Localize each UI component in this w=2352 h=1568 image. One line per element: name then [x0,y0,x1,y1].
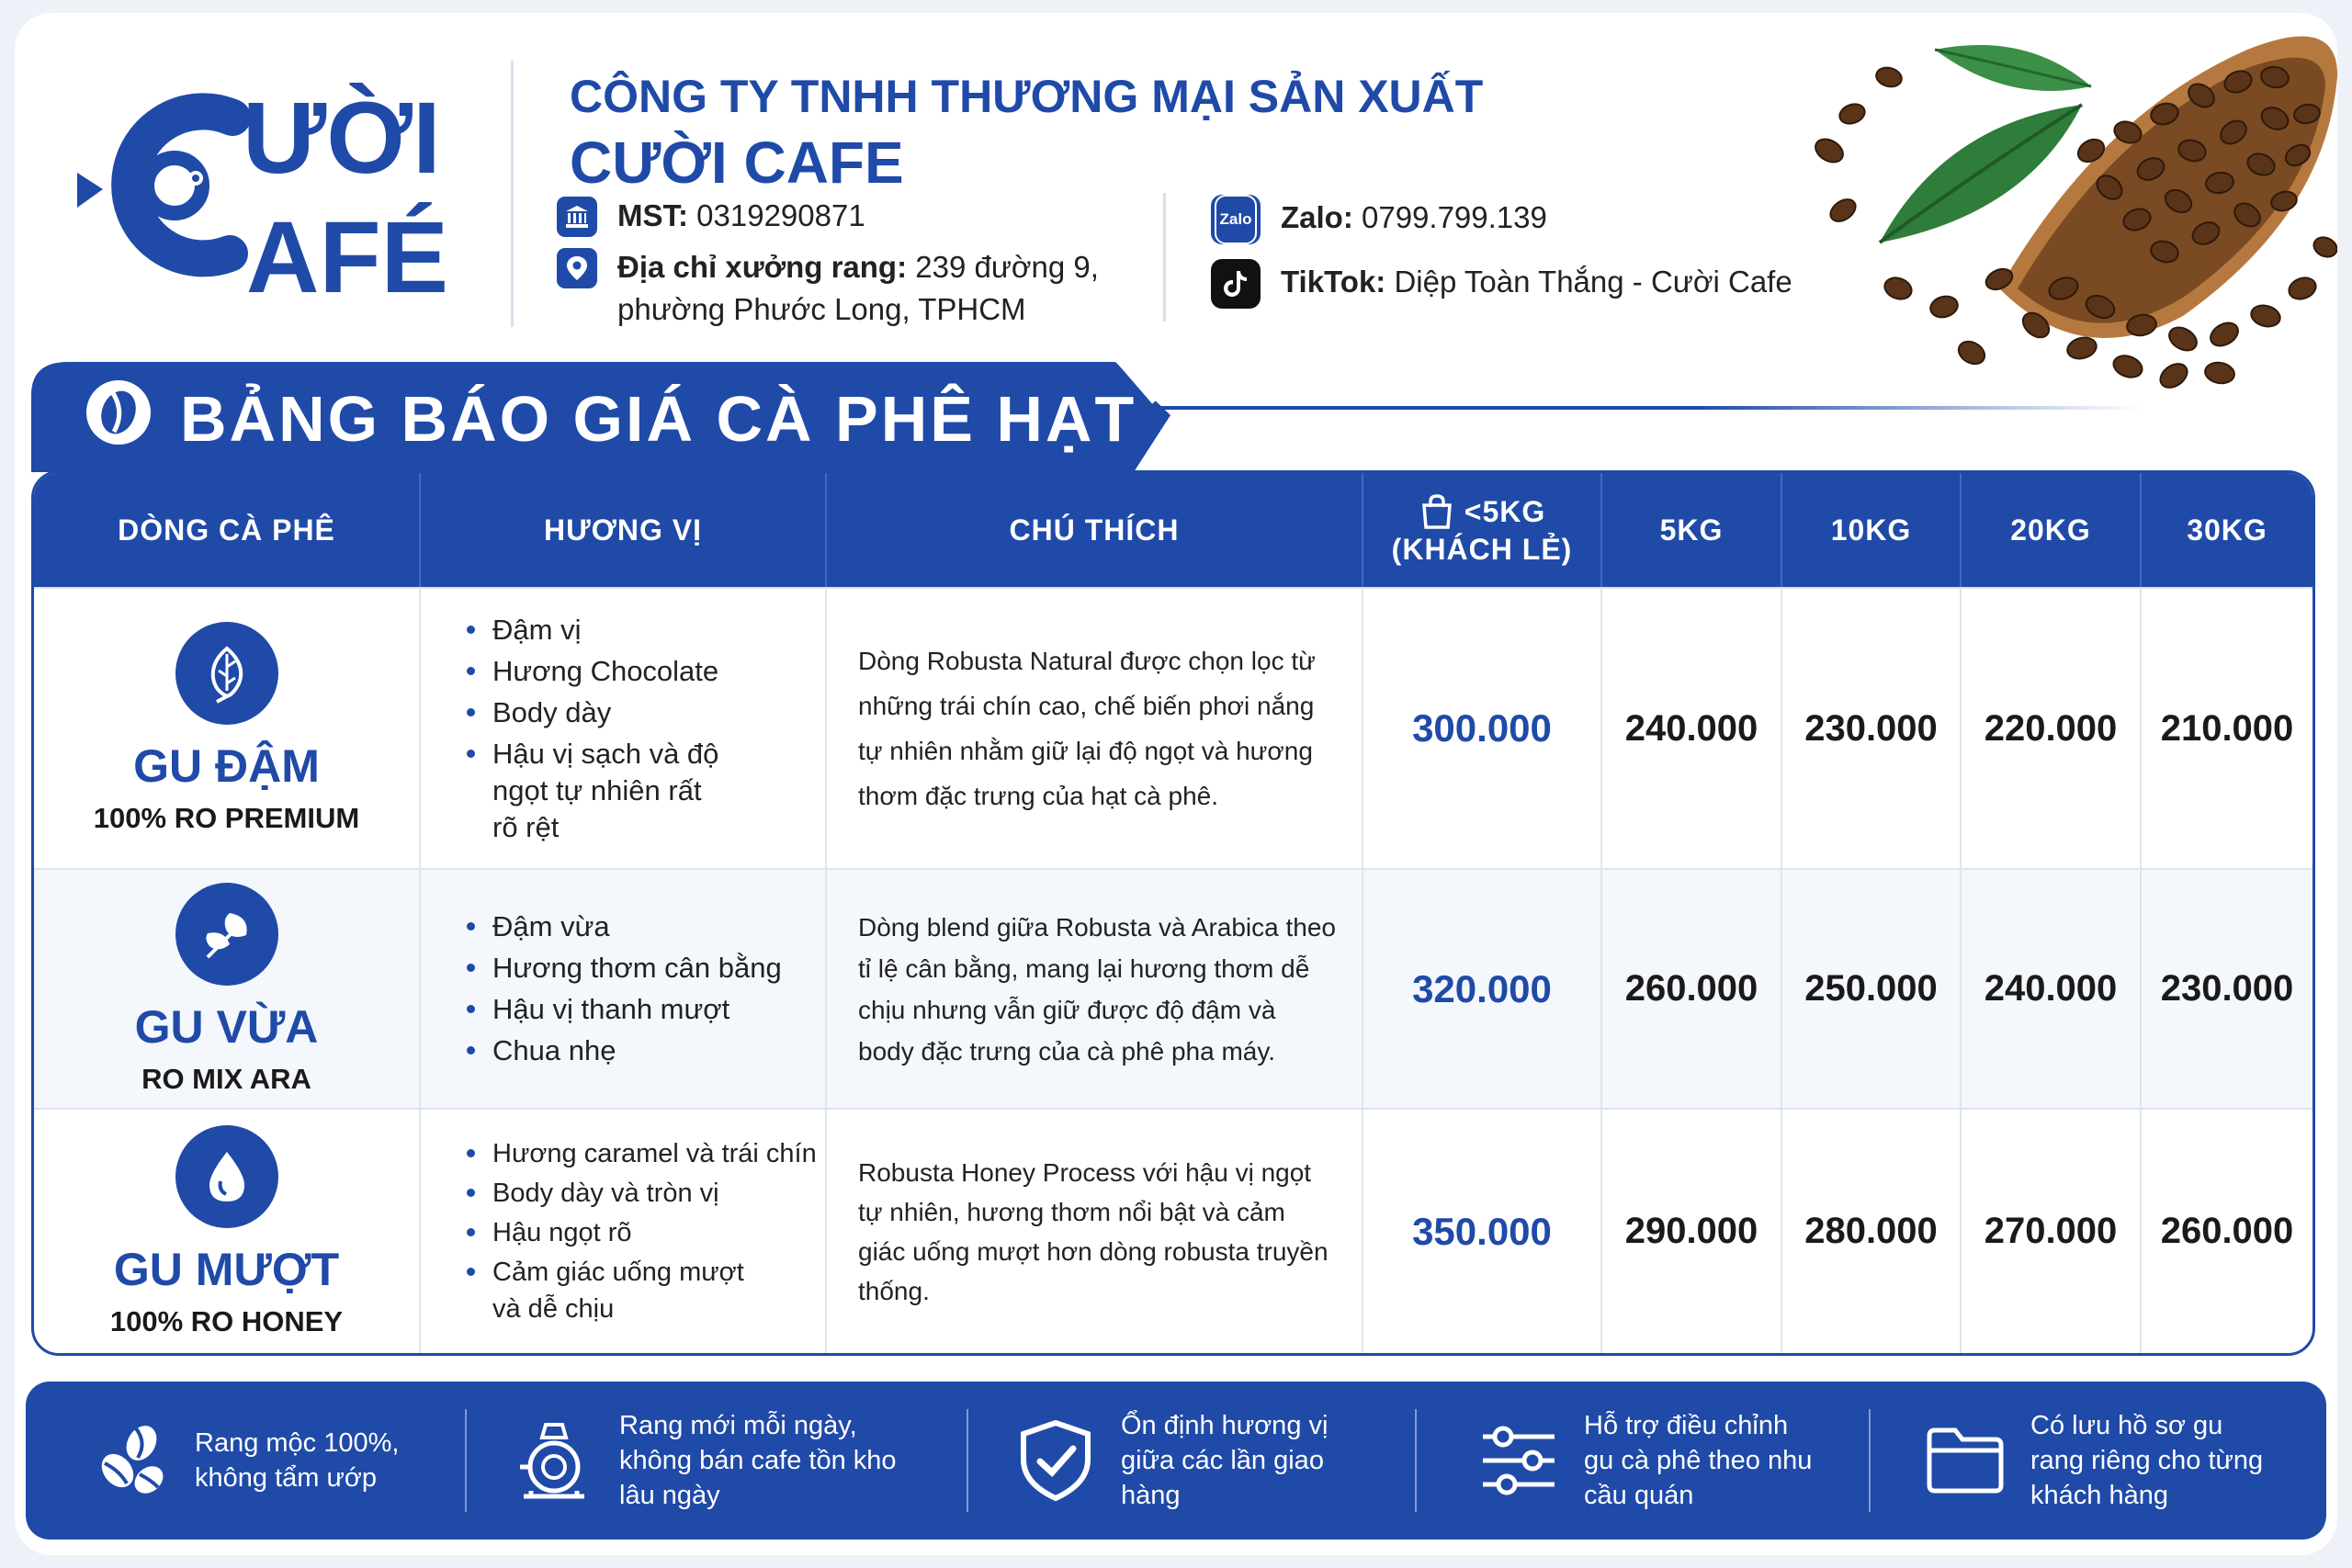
coffee-line-name: GU MƯỢT [113,1243,340,1295]
zalo-icon-text: Zalo [1215,195,1258,244]
cuoi-cafe-logo [72,70,503,309]
features-bar [26,1382,2326,1540]
col-header-retail-line2: (KHÁCH LẺ) [1391,533,1573,566]
price-5kg: 240.000 [1602,589,1782,868]
logo-text-bottom: AFÉ [246,201,448,309]
price-10kg: 250.000 [1782,870,1962,1108]
flavor-item: Cảm giác uống mượt và dễ chịu [467,1254,779,1327]
building-icon [557,197,597,237]
leaf-outline-icon [175,622,278,725]
price-30kg: 260.000 [2160,1211,2294,1251]
coffee-line-cell [34,1110,421,1353]
price-10kg: 280.000 [1782,1110,1962,1353]
col-header-30kg: 30KG [2187,513,2267,547]
title-underline [1150,406,2143,410]
feature-divider [967,1409,968,1512]
coffee-line-name: GU VỪA [134,1000,319,1053]
price-20kg: 270.000 [1962,1110,2142,1353]
address-label: Địa chỉ xưởng rang: [617,250,908,284]
coffee-line-cell [34,870,421,1108]
tiktok-info [1211,257,1792,309]
col-header-10kg: 10KG [1782,473,1962,587]
flavor-item: Đậm vừa [467,908,825,945]
zalo-info [1211,193,1547,244]
note-cell: Robusta Honey Process với hậu vị ngọt tự nhiên, hương thơm nổi bật và cảm giác uống mượt hơn dòng robusta truyền thống. [827,1110,1363,1353]
contact-divider [1163,193,1166,321]
price-table [31,470,2315,1356]
feature-divider [1415,1409,1417,1512]
mst-info [557,195,865,237]
table-row [34,868,2312,1108]
location-pin-icon [557,248,597,288]
coffee-beans-image [1788,13,2337,399]
coffee-line-cell [34,589,421,868]
mst-value: 0319290871 [696,198,865,232]
folder-icon [1915,1427,2016,1495]
coffee-line-sub: RO MIX ARA [141,1062,311,1095]
logo-text-top: ƯỜI [243,82,441,195]
coffee-bean-icon [86,380,151,445]
flavor-cell [421,589,827,868]
price-sheet [15,13,2337,1555]
col-header-flavor: HƯƠNG VỊ [421,473,827,587]
feature-text: Ổn định hương vị giữa các lần giao hàng [1121,1411,1329,1510]
page-title: BẢNG BÁO GIÁ CÀ PHÊ HẠT [180,383,1137,455]
price-5kg: 290.000 [1602,1110,1782,1353]
company-name-line2: CƯỜI CAFE [570,130,904,196]
zalo-value: 0799.799.139 [1362,200,1547,234]
col-header-20kg: 20KG [1962,473,2142,587]
zalo-icon[interactable] [1211,195,1261,244]
col-header-retail [1363,473,1602,587]
flavor-item: Hậu ngọt rõ [467,1214,825,1251]
table-row [34,587,2312,868]
feature-divider [1869,1409,1871,1512]
feature-item [1915,1382,2319,1540]
coffee-line-name: GU ĐẬM [133,740,320,792]
address-line2: phường Phước Long, TPHCM [617,292,1026,326]
col-header-note: CHÚ THÍCH [827,473,1363,587]
flavor-item: Body dày và tròn vị [467,1175,825,1212]
price-20kg: 220.000 [1962,589,2142,868]
table-row [34,1108,2312,1353]
feature-text: Rang mộc 100%, không tẩm ướp [195,1428,400,1493]
coffee-beans-icon [81,1419,182,1502]
price-5kg: 260.000 [1602,870,1782,1108]
flavor-item: Hậu vị thanh mượt [467,991,825,1028]
price-retail: 300.000 [1363,589,1602,868]
flavor-cell [421,870,827,1108]
flavor-item: Hương caramel và trái chín [467,1135,825,1172]
col-header-5kg: 5KG [1602,473,1782,587]
flavor-item: Hương thơm cân bằng [467,950,825,987]
shield-check-icon [1005,1419,1106,1502]
tiktok-icon[interactable] [1211,259,1261,309]
company-name-line1: CÔNG TY TNHH THƯƠNG MẠI SẢN XUẤT [570,71,1484,122]
flavor-item: Hậu vị sạch và độ ngọt tự nhiên rất rõ rệt [467,736,733,846]
tiktok-value: Diệp Toàn Thắng - Cười Cafe [1394,265,1792,299]
price-30kg: 210.000 [2160,707,2294,749]
shopping-bag-icon [1419,492,1455,531]
price-10kg: 230.000 [1782,589,1962,868]
feature-text: Hỗ trợ điều chỉnh gu cà phê theo nhu cầu quán [1584,1411,1813,1510]
table-header [34,473,2312,587]
drop-icon [175,1125,278,1228]
feature-item [1468,1382,1872,1540]
feature-divider [465,1409,467,1512]
feature-item [503,1382,963,1540]
address-line1: 239 đường 9, [915,250,1099,284]
sliders-icon [1468,1424,1569,1497]
feature-item [1005,1382,1409,1540]
price-30kg: 230.000 [2160,968,2294,1009]
leaves-icon [175,883,278,986]
flavor-item: Đậm vị [467,612,825,649]
flavor-cell [421,1110,827,1353]
feature-text: Rang mới mỗi ngày, không bán cafe tồn kho lâu ngày [619,1411,897,1510]
note-cell: Dòng blend giữa Robusta và Arabica theo tỉ lệ cân bằng, mang lại hương thơm dễ chịu nhưng vẫn giữ được độ đậm và body đặc trưng của cà phê pha máy. [827,870,1363,1108]
feature-item [81,1382,467,1540]
coffee-line-sub: 100% RO PREMIUM [93,802,360,834]
col-header-line: DÒNG CÀ PHÊ [34,473,421,587]
flavor-item: Hương Chocolate [467,653,825,690]
feature-text: Có lưu hồ sơ gu rang riêng cho từng khách hàng [2030,1411,2264,1510]
price-20kg: 240.000 [1962,870,2142,1108]
flavor-item: Chua nhẹ [467,1032,825,1069]
flavor-item: Body dày [467,694,825,731]
tiktok-label: TikTok: [1281,265,1386,299]
col-header-retail-line1: <5KG [1464,495,1546,528]
header-divider [511,61,514,327]
price-retail: 350.000 [1363,1110,1602,1353]
coffee-line-sub: 100% RO HONEY [109,1304,344,1337]
price-retail: 320.000 [1363,870,1602,1108]
note-cell: Dòng Robusta Natural được chọn lọc từ những trái chín cao, chế biến phơi nắng tự nhiên nhằm giữ lại độ ngọt và hương thơm đặc trưng của hạt cà phê. [827,589,1363,868]
zalo-label: Zalo: [1281,200,1353,234]
roaster-icon [503,1419,605,1502]
address-info [557,246,1099,331]
mst-label: MST: [617,198,688,232]
